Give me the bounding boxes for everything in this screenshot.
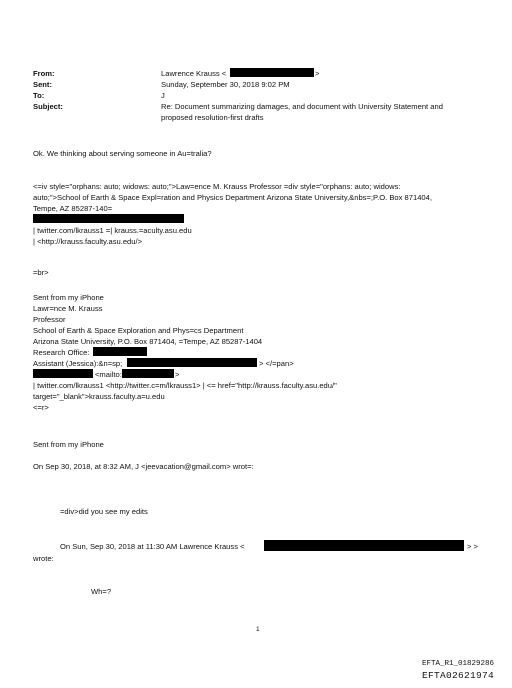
to-value: J (161, 91, 165, 100)
from-label: From: (33, 69, 55, 78)
redaction-box (264, 540, 464, 551)
twitter-long-line: | twitter.com/lkrauss1 <http://twitter.c=m/lkrauss1> | <= href="http://krauss.faculty.asu.edu/" (33, 381, 337, 390)
sig-html-line-1: <=iv style="orphans: auto; widows: auto;">Law=ence M. Krauss Professor =div style="orphans: auto; widows: (33, 182, 401, 191)
sent-value: Sunday, September 30, 2018 9:02 PM (161, 80, 290, 89)
target-line: target="_blank">krauss.faculty.a=u.edu (33, 392, 165, 401)
intro-text: Ok. We thinking about serving someone in Au=tralia? (33, 149, 212, 158)
redaction-box (93, 347, 147, 356)
sent-label: Sent: (33, 80, 52, 89)
footer-code-1: EFTA_R1_01829286 (421, 660, 494, 668)
subject-line-2: proposed resolution-first drafts (161, 113, 264, 122)
mailto-text: <mailto: (95, 370, 122, 379)
page-number: 1 (256, 626, 260, 633)
sig2-name: Lawr=nce M. Krauss (33, 304, 103, 313)
twitter-line: | twitter.com/lkrauss1 =| krauss.=aculty.asu.edu (33, 226, 192, 235)
redaction-box (33, 214, 184, 223)
sig-html-line-3: Tempe, AZ 85287-140= (33, 204, 113, 213)
br-tag: =br> (33, 268, 49, 277)
redaction-box (33, 369, 93, 378)
from-tail: > (315, 69, 320, 78)
assistant-tail: > </=pan> (259, 359, 294, 368)
redaction-box (230, 68, 314, 77)
div-edits-line: =div>did you see my edits (60, 507, 148, 516)
on-sun-line: On Sun, Sep 30, 2018 at 11:30 AM Lawrence Krauss < (60, 542, 245, 551)
faculty-line: | <http://krauss.faculty.asu.edu/> (33, 237, 143, 246)
subject-label: Subject: (33, 102, 63, 111)
redaction-box (127, 358, 257, 367)
wh-text: Wh=? (91, 587, 112, 596)
to-label: To: (33, 91, 45, 100)
sent-from-iphone-1: Sent from my iPhone (33, 293, 104, 302)
sig-html-line-2: auto;">School of Earth & Space Expl=ration and Physics Department Arizona State University,&nbs=;P.O. Box 871404, (33, 193, 432, 202)
mailto-tail: > (175, 370, 180, 379)
from-value: Lawrence Krauss < (161, 69, 227, 78)
assistant-line: Assistant (Jessica):&n=sp; (33, 359, 123, 368)
sig2-title: Professor (33, 315, 66, 324)
on-sun-tail: > > (467, 542, 478, 551)
sig2-department: School of Earth & Space Exploration and Phys=cs Department (33, 326, 244, 335)
research-office-label: Research Office: (33, 348, 90, 357)
sent-from-iphone-2: Sent from my iPhone (33, 440, 104, 449)
r-tag: <=r> (33, 403, 49, 412)
subject-line-1: Re: Document summarizing damages, and document with University Statement and (161, 102, 443, 111)
wrote-text: wrote: (33, 554, 54, 563)
footer-code-2: EFTA02621974 (421, 670, 494, 681)
quoted-on-line: On Sep 30, 2018, at 8:32 AM, J <jeevacation@gmail.com> wrot=: (33, 462, 254, 471)
sig2-address: Arizona State University, P.O. Box 871404, =Tempe, AZ 85287-1404 (33, 337, 263, 346)
redaction-box (122, 369, 174, 378)
